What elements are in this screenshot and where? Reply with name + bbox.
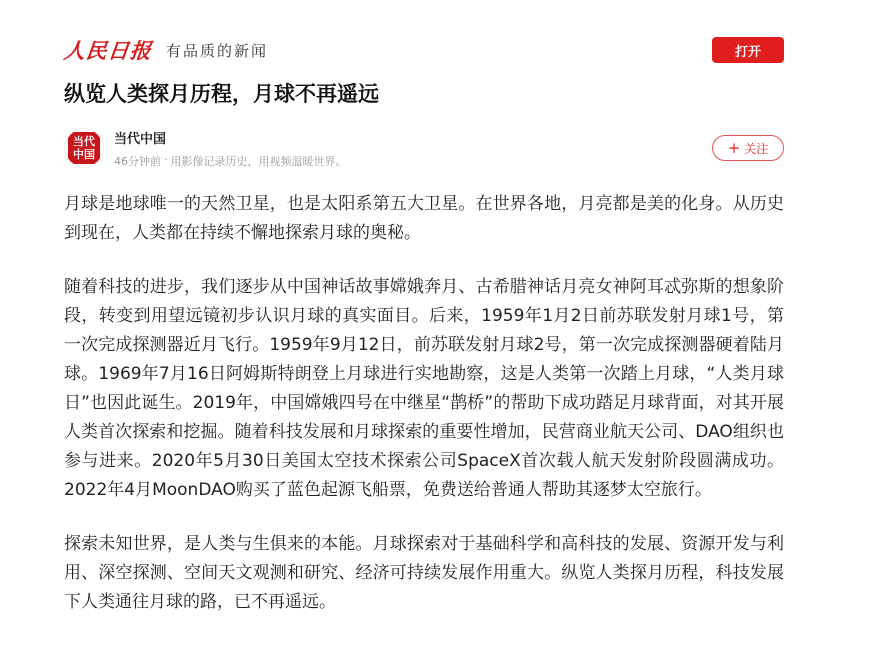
article-paragraph: 探索未知世界，是人类与生俱来的本能。月球探索对于基础科学和高科技的发展、资源开发与利用、深空探测、空间天文观测和研究、经济可持续发展作用重大。纵览人类探月历程，科技发展下人类通往月球的路，已不再遥远。 [64,534,784,612]
meta-separator: · [164,152,168,166]
article-paragraph: 月球是地球唯一的天然卫星，也是太阳系第五大卫星。在世界各地，月亮都是美的化身。从历史到现在，人类都在持续不懈地探索月球的奥秘。 [64,194,784,243]
author-bio: 用影像记录历史，用视频温暖世界。 [170,154,347,168]
plus-icon: + [727,138,741,157]
avatar-text-bottom: 中国 [73,148,95,161]
author-meta [114,153,347,169]
article-paragraph: 随着科技的进步，我们逐步从中国神话故事嫦娥奔月、古希腊神话月亮女神阿耳忒弥斯的想象阶段，转变到用望远镜初步认识月球的真实面目。后来，1959年1月2日前苏联发射月球1号，第一次完成探测器近月飞行。1959年9月12日，前苏联发射月球2号，第一次完成探测器硬着陆月球。1969年7月16日阿姆斯特朗登上月球进行实地勘察，这是人类第一次踏上月球，“人类月球日”也因此诞生。2019年，中国嫦娥四号在中继星“鹊桥”的帮助下成功踏足月球背面，对其开展人类首次探索和挖掘。随着科技发展和月球探索的重要性增加，民营商业航天公司、DAO组织也参与进来。2020年5月30日美国太空技术探索公司SpaceX首次载人航天发射阶段圆满成功。2022年4月MoonDAO购买了蓝色起源飞船票，免费送给普通人帮助其逐梦太空旅行。 [64,277,784,500]
author-info [114,128,347,169]
brand [64,35,268,65]
avatar[interactable] [64,128,104,168]
avatar-text-top: 当代 [73,135,95,148]
slogan: 有品质的新闻 [166,41,269,60]
follow-label: 关注 [744,141,769,156]
publish-time: 46分钟前 [114,154,161,168]
author-name[interactable]: 当代中国 [114,131,167,147]
article-body [64,190,784,642]
open-app-button[interactable]: 打开 [712,37,784,63]
author-row [64,126,784,170]
people-daily-logo[interactable]: 人民日报 [62,38,154,63]
top-header [64,34,784,66]
author-logo-icon [68,132,100,164]
article-title: 纵览人类探月历程，月球不再遥远 [64,82,379,106]
follow-button[interactable] [712,135,784,161]
